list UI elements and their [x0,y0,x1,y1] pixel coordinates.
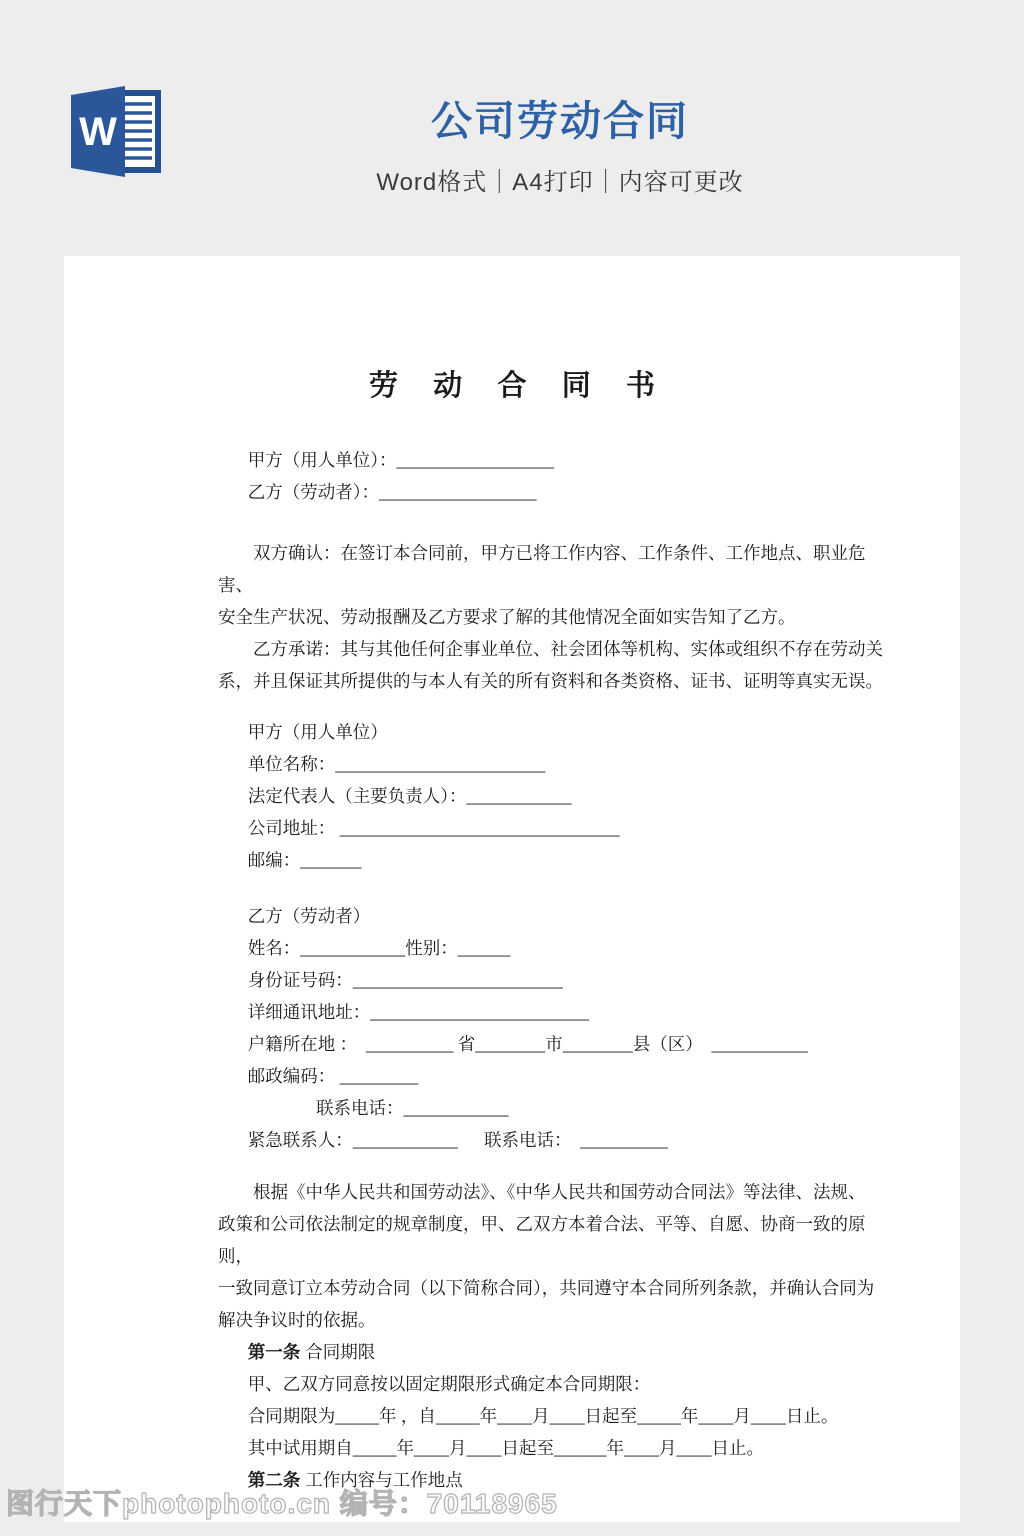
contract-line-text: 解决争议时的依据。 [218,1310,376,1330]
contract-line [218,1368,894,1400]
contract-line [218,900,894,932]
contract-line-text: 甲方（用人单位） [247,722,388,742]
contract-line-text: 乙方（劳动者）：__________________ [247,482,537,502]
contract-line [218,748,894,780]
contract-line [218,1304,894,1336]
contract-line [218,1092,894,1124]
contract-line-text: 紧急联系人：____________ 联系电话： __________ [247,1130,668,1150]
contract-line-text: 法定代表人（主要负责人）：____________ [247,786,572,806]
word-icon-letter: W [79,110,117,154]
contract-line [218,1272,894,1304]
contract-line [218,1208,894,1272]
contract-line-text: 其中试用期自_____年____月____日起至______年____月____日止。 [247,1438,764,1458]
contract-line-text: 安全生产状况、劳动报酬及乙方要求了解的其他情况全面如实告知了乙方。 [218,607,796,627]
word-icon [62,82,166,182]
template-title: 公司劳动合同 [431,98,689,144]
contract-line-text: 一致同意订立本劳动合同（以下简称合同），共同遵守本合同所列条款，并确认合同为 [218,1278,875,1298]
clause-number: 第一条 [247,1342,301,1362]
template-subtitle: Word格式｜A4打印｜内容可更改 [376,169,744,196]
word-icon-graphic [62,82,166,182]
contract-line [218,665,894,697]
contract-line [218,1176,894,1208]
contract-line-text: 甲方（用人单位）：__________________ [247,450,554,470]
contract-line [218,1060,894,1092]
clause-number: 第二条 [247,1470,301,1490]
contract-line-text: 乙方（劳动者） [247,906,371,926]
contract-line [218,476,894,508]
contract-line [218,537,894,601]
contract-line-text: 联系电话：____________ [316,1098,509,1118]
contract-line-text: 乙方承诺：其与其他任何企事业单位、社会团体等机构、实体或组织不存在劳动关 [253,639,883,659]
contract-body [218,444,894,1496]
document-title: 劳 动 合 同 书 [368,370,669,402]
contract-line-text: 单位名称：________________________ [247,754,546,774]
contract-line-text: 合同期限为_____年 ，自_____年____月____日起至_____年____月____日止。 [247,1406,839,1426]
header-text-block [160,88,960,197]
contract-line-text: 工作内容与工作地点 [305,1470,463,1490]
clause-heading [218,1336,894,1368]
contract-line [218,844,894,876]
contract-line-text: 邮政编码： _________ [247,1066,419,1086]
contract-line-text: 姓名：____________性别：______ [247,938,511,958]
contract-line-text: 公司地址： ________________________________ [247,818,620,838]
contract-line-text: 身份证号码：________________________ [247,970,563,990]
contract-line [218,1400,894,1432]
watermark: 图行天下photophoto.cn 编号：70118965 [6,1488,558,1519]
bottom-strip [0,1522,1024,1536]
document-page [64,256,960,1522]
contract-line [218,716,894,748]
contract-line-text: 合同期限 [305,1342,376,1362]
contract-line-text: 甲、乙双方同意按以固定期限形式确定本合同期限： [247,1374,651,1394]
contract-line-text: 户籍所在地 ： __________ 省________市________县（区） ___________ [247,1034,808,1054]
contract-line [218,444,894,476]
contract-line-text: 邮编：_______ [247,850,362,870]
contract-line-text: 根据《中华人民共和国劳动法》、《中华人民共和国劳动合同法》等法律、法规、 [253,1182,866,1202]
contract-line [218,1124,894,1156]
contract-line [218,633,894,665]
contract-line [218,996,894,1028]
contract-line [218,812,894,844]
contract-line-text: 政策和公司依法制定的规章制度，甲、乙双方本着合法、平等、自愿、协商一致的原则， [218,1214,866,1266]
contract-line [218,601,894,633]
contract-line [218,964,894,996]
contract-line [218,932,894,964]
contract-line [218,1432,894,1464]
contract-line-text: 双方确认：在签订本合同前，甲方已将工作内容、工作条件、工作地点、职业危害、 [218,543,866,595]
contract-line [218,1028,894,1060]
contract-line-text: 详细通讯地址：_________________________ [247,1002,589,1022]
contract-line [218,780,894,812]
contract-line-text: 系，并且保证其所提供的与本人有关的所有资料和各类资格、证书、证明等真实无误。 [218,671,883,691]
